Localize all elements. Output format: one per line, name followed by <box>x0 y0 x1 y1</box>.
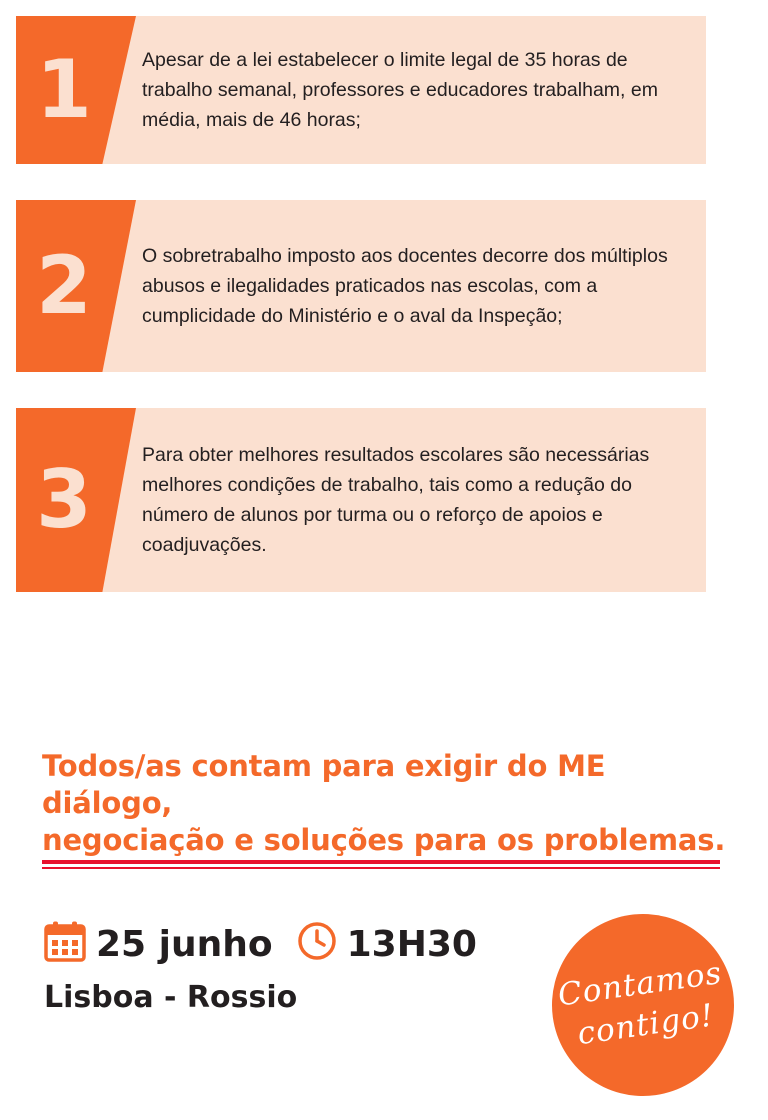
badge-line-2: contigo! <box>575 997 717 1053</box>
list-item <box>16 16 706 164</box>
divider-thick-line <box>42 860 720 864</box>
event-place: Lisboa - Rossio <box>44 980 298 1015</box>
badge-line-1: Contamos <box>555 955 725 1014</box>
event-details <box>44 920 524 1013</box>
item-number-badge <box>16 200 136 372</box>
item-number-badge <box>16 16 136 164</box>
cta-line-2: negociação e soluções para os problemas. <box>42 823 726 858</box>
item-text: Apesar de a lei estabelecer o limite legal de 35 horas de trabalho semanal, professores e educadores trabalham, em média, mais de 46 horas; <box>142 48 658 132</box>
call-to-action <box>42 748 732 859</box>
numbered-items-list <box>16 16 706 628</box>
list-item <box>16 408 706 592</box>
cta-line-1: Todos/as contam para exigir do ME diálogo, <box>42 749 606 821</box>
clock-icon <box>297 921 337 968</box>
event-time: 13H30 <box>346 923 477 965</box>
item-number-badge <box>16 408 136 592</box>
item-number-label: 1 <box>36 43 92 136</box>
divider <box>42 860 720 869</box>
list-item <box>16 200 706 372</box>
item-number-label: 3 <box>36 453 92 546</box>
item-text: O sobretrabalho imposto aos docentes decorre dos múltiplos abusos e ilegalidades praticados nas escolas, com a cumplicidade do Ministério e o aval da Inspeção; <box>142 244 668 328</box>
event-date-time-row <box>44 920 524 969</box>
divider-thin-line <box>42 867 720 869</box>
calendar-icon <box>44 920 86 969</box>
status-badge <box>540 902 746 1108</box>
item-text: Para obter melhores resultados escolares são necessárias melhores condições de trabalho, tais como a redução do número de alunos por turma ou o reforço de apoios e coadjuvações. <box>142 443 650 557</box>
event-date: 25 junho <box>96 923 273 965</box>
item-number-label: 2 <box>36 239 92 332</box>
